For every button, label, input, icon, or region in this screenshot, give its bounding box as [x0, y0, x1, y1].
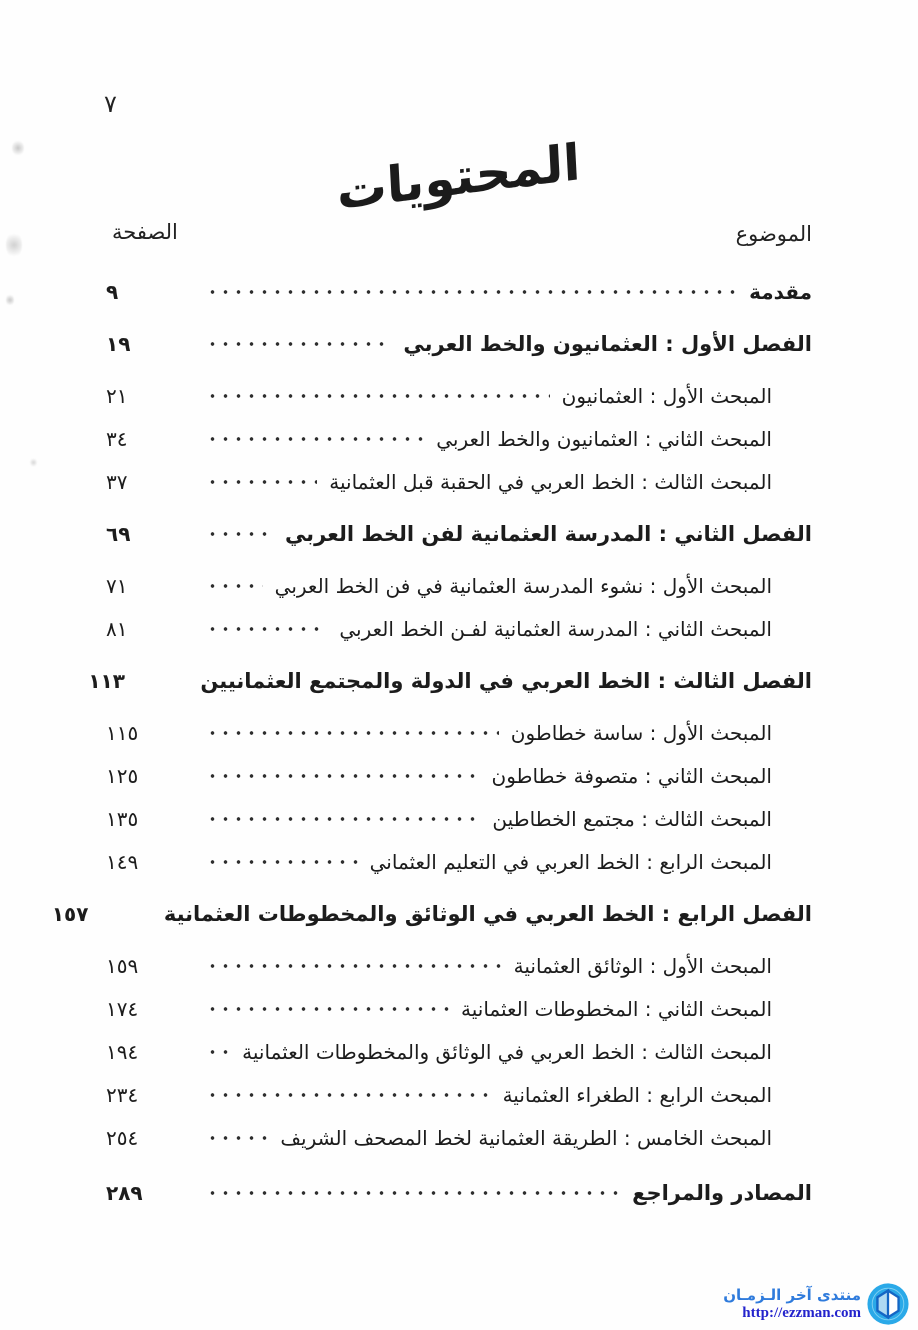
toc-row — [106, 1080, 812, 1110]
toc-row — [106, 1037, 812, 1067]
toc-entry-page: ٦٩ — [106, 522, 131, 546]
dot-leader — [206, 381, 550, 411]
scan-speckle — [12, 140, 24, 156]
toc-row — [51, 899, 812, 929]
contents-title-text: المحتويات — [335, 133, 583, 221]
toc-row — [106, 718, 812, 748]
toc-row — [106, 614, 812, 644]
toc-row — [106, 951, 812, 981]
contents-title — [0, 133, 918, 221]
toc-row — [106, 424, 812, 454]
dot-leader — [206, 994, 449, 1024]
toc-entry-title: المصادر والمراجع — [632, 1181, 812, 1205]
toc-list — [51, 272, 812, 1208]
toc-entry-page: ٩ — [106, 280, 119, 304]
dot-leader — [206, 467, 317, 497]
toc-entry-title: مقدمة — [749, 280, 812, 304]
toc-entry-title: الفصل الثاني : المدرسة العثمانية لفن الخط العربي — [284, 522, 812, 546]
column-header-page: الصفحة — [112, 220, 178, 244]
toc-entry-title: المبحث الأول : ساسة خطاطون — [510, 721, 772, 745]
toc-entry-title: المبحث الثالث : الخط العربي في الحقبة قبل العثمانية — [329, 470, 772, 494]
toc-entry-title: المبحث الأول : الوثائق العثمانية — [513, 954, 772, 978]
toc-entry-page: ٧١ — [106, 574, 128, 598]
toc-entry-page: ١٤٩ — [106, 850, 139, 874]
scan-speckle — [30, 458, 37, 467]
dot-leader — [206, 718, 499, 748]
watermark-site-url: http://ezzman.com — [742, 1305, 861, 1321]
toc-entry-page: ٢١ — [106, 384, 128, 408]
dot-leader — [206, 614, 327, 644]
toc-row — [106, 1123, 812, 1153]
toc-entry-page: ٢٣٤ — [106, 1083, 139, 1107]
dot-leader — [206, 1080, 491, 1110]
toc-entry-title: المبحث الأول : العثمانيون — [561, 384, 772, 408]
dot-leader — [206, 277, 737, 307]
toc-entry-title: المبحث الخامس : الطريقة العثمانية لخط المصحف الشريف — [280, 1126, 772, 1150]
toc-entry-page: ١١٣ — [88, 669, 125, 693]
toc-row — [106, 1178, 812, 1208]
toc-entry-page: ٨١ — [106, 617, 128, 641]
toc-entry-page: ١٥٧ — [51, 902, 89, 926]
toc-entry-page: ١١٥ — [106, 721, 139, 745]
watermark-text-block — [723, 1286, 861, 1322]
folio-page-number: ٧ — [104, 90, 117, 118]
dot-leader — [206, 329, 391, 359]
toc-row — [106, 804, 812, 834]
dot-leader — [206, 519, 273, 549]
toc-entry-title: الفصل الثالث : الخط العربي في الدولة والمجتمع العثمانيين — [200, 669, 812, 693]
dot-leader — [206, 761, 480, 791]
column-header-subject: الموضوع — [735, 222, 812, 246]
dot-leader — [206, 1123, 268, 1153]
toc-row — [106, 277, 812, 307]
toc-entry-title: المبحث الرابع : الطغراء العثمانية — [502, 1083, 772, 1107]
dot-leader — [206, 804, 480, 834]
toc-entry-title: المبحث الرابع : الخط العربي في التعليم العثماني — [369, 850, 772, 874]
toc-entry-title: المبحث الأول : نشوء المدرسة العثمانية في فن الخط العربي — [274, 574, 772, 598]
toc-entry-page: ٢٨٩ — [106, 1181, 143, 1205]
dot-leader — [206, 951, 502, 981]
watermark-site-name: منتدى آخر الـزمـان — [723, 1286, 861, 1304]
toc-row — [106, 571, 812, 601]
toc-entry-title: الفصل الرابع : الخط العربي في الوثائق والمخطوطات العثمانية — [163, 902, 812, 926]
scan-speckle — [6, 232, 22, 258]
toc-row — [106, 329, 812, 359]
toc-row — [106, 519, 812, 549]
dot-leader — [206, 847, 358, 877]
hexagon-in-circle-logo-icon — [866, 1282, 910, 1326]
toc-entry-title: الفصل الأول : العثمانيون والخط العربي — [403, 332, 812, 356]
toc-entry-title: المبحث الثاني : المخطوطات العثمانية — [461, 997, 772, 1021]
toc-entry-title: المبحث الثاني : المدرسة العثمانية لفـن الخط العربي — [339, 617, 772, 641]
toc-entry-title: المبحث الثالث : مجتمع الخطاطين — [492, 807, 772, 831]
dot-leader — [206, 1178, 620, 1208]
toc-row — [106, 994, 812, 1024]
toc-row — [106, 761, 812, 791]
toc-entry-page: ٢٥٤ — [106, 1126, 139, 1150]
toc-row — [106, 847, 812, 877]
toc-entry-page: ١٧٤ — [106, 997, 139, 1021]
toc-row — [106, 381, 812, 411]
toc-entry-page: ١٩ — [106, 332, 131, 356]
toc-entry-page: ١٢٥ — [106, 764, 139, 788]
toc-entry-page: ١٣٥ — [106, 807, 139, 831]
toc-entry-page: ٣٤ — [106, 427, 128, 451]
toc-entry-page: ٣٧ — [106, 470, 128, 494]
dot-leader — [206, 571, 263, 601]
toc-row — [88, 666, 812, 696]
toc-entry-page: ١٥٩ — [106, 954, 139, 978]
scan-speckle — [6, 294, 14, 306]
toc-entry-title: المبحث الثالث : الخط العربي في الوثائق والمخطوطات العثمانية — [242, 1040, 772, 1064]
watermark-footer — [723, 1282, 910, 1326]
toc-row — [106, 467, 812, 497]
dot-leader — [206, 1037, 230, 1067]
toc-entry-title: المبحث الثاني : العثمانيون والخط العربي — [436, 427, 772, 451]
toc-entry-page: ١٩٤ — [106, 1040, 139, 1064]
toc-entry-title: المبحث الثاني : متصوفة خطاطون — [491, 764, 772, 788]
dot-leader — [206, 424, 424, 454]
